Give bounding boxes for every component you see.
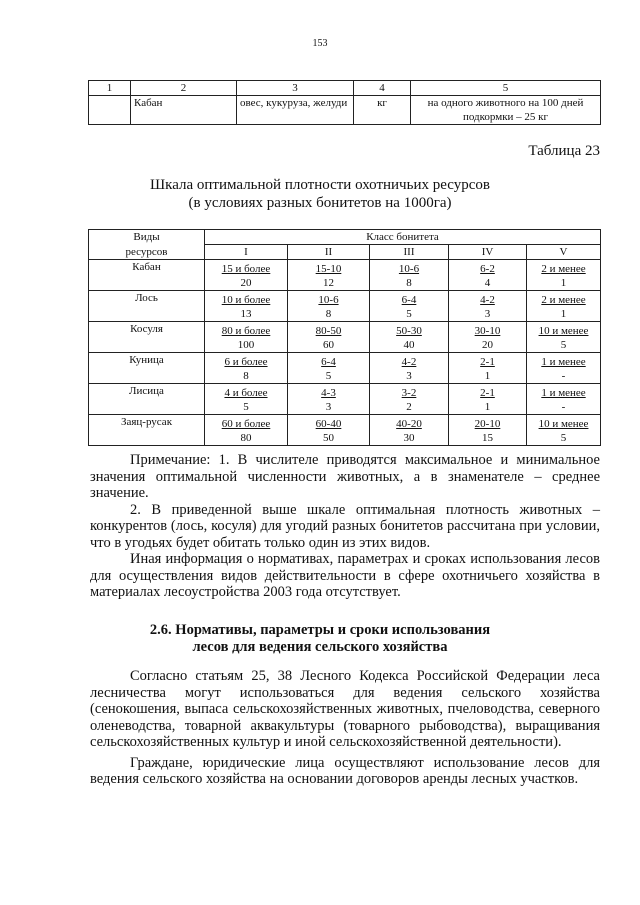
- density-cell-average: 12: [288, 276, 370, 291]
- top-table-fragment: [88, 80, 601, 125]
- resource-name: Лось: [89, 291, 205, 322]
- density-range-value: 6-2: [480, 263, 495, 275]
- density-cell-average: 13: [205, 307, 288, 322]
- density-range-value: 15-10: [315, 263, 342, 275]
- density-range-value: 60-40: [315, 418, 342, 430]
- density-cell-average: 2: [370, 400, 449, 415]
- density-range-value: 6-4: [321, 356, 336, 368]
- density-cell-average: 5: [527, 338, 601, 353]
- density-cell-average: 15: [449, 431, 527, 446]
- density-cell-range: [527, 322, 601, 339]
- density-cell-range: [288, 322, 370, 339]
- density-cell-average: 5: [288, 369, 370, 384]
- density-range-value: 2-1: [480, 356, 495, 368]
- top-table-unit: кг: [354, 96, 411, 125]
- density-cell-range: [205, 353, 288, 370]
- density-cell-range: [370, 291, 449, 308]
- density-cell-range: [527, 291, 601, 308]
- density-cell-average: 8: [205, 369, 288, 384]
- section-body: [90, 668, 600, 792]
- density-row: [89, 260, 601, 277]
- density-cell-average: 4: [449, 276, 527, 291]
- density-cell-average: 3: [288, 400, 370, 415]
- density-cell-average: 20: [205, 276, 288, 291]
- density-range-value: 15 и более: [221, 263, 271, 275]
- density-range-value: 10-6: [398, 263, 420, 275]
- density-row: [89, 291, 601, 308]
- class-header-III: III: [370, 245, 449, 260]
- density-range-value: 4-2: [480, 294, 495, 306]
- density-range-value: 40-20: [396, 418, 422, 430]
- note-2: 2. В приведенной выше шкале оптимальная плотность животных – конкурентов (лось, косуля) для угодий разных бонитетов рассчитана при условии, что в угодьях будет обитать только один из этих видов.: [90, 501, 600, 551]
- resource-name: Кабан: [89, 260, 205, 291]
- note-paragraph: Иная информация о нормативах, параметрах и сроках использования лесов для осуществления видов действительности в сфере охотничьего хозяйства в материалах лесоустройства 2003 года отсутствует.: [90, 551, 600, 600]
- density-row: [89, 384, 601, 401]
- density-range-value: 10-6: [318, 294, 339, 306]
- density-cell-range: [527, 260, 601, 277]
- density-range-value: 6-4: [401, 294, 417, 306]
- top-table-header-row: [89, 81, 601, 96]
- table-title-line-1: Шкала оптимальной плотности охотничьих ресурсов: [150, 177, 490, 193]
- density-range-value: 60 и более: [221, 418, 271, 430]
- density-cell-average: 1: [527, 307, 601, 322]
- density-range-value: 10 и менее: [538, 418, 589, 430]
- density-cell-average: 1: [449, 400, 527, 415]
- density-cell-range: [527, 353, 601, 370]
- density-cell-average: -: [527, 400, 601, 415]
- density-cell-range: [449, 415, 527, 432]
- density-range-value: 30-10: [474, 325, 501, 337]
- density-cell-average: 40: [370, 338, 449, 353]
- resource-header-line-1: Виды: [89, 230, 205, 245]
- density-cell-range: [205, 260, 288, 277]
- density-range-value: 80 и более: [221, 325, 271, 337]
- class-header-II: II: [288, 245, 370, 260]
- density-cell-average: 100: [205, 338, 288, 353]
- table-number: Таблица 23: [528, 143, 600, 159]
- density-cell-range: [288, 291, 370, 308]
- top-table-col-2: 2: [131, 81, 237, 96]
- top-table-col-4: 4: [354, 81, 411, 96]
- table-title-line-2: (в условиях разных бонитетов на 1000га): [188, 195, 452, 211]
- density-cell-range: [370, 260, 449, 277]
- class-header-V: V: [527, 245, 601, 260]
- density-cell-average: 50: [288, 431, 370, 446]
- density-cell-range: [205, 415, 288, 432]
- density-cell-average: -: [527, 369, 601, 384]
- density-row: [89, 322, 601, 339]
- top-table-norm: на одного животного на 100 дней подкормки – 25 кг: [411, 96, 601, 125]
- density-cell-range: [449, 353, 527, 370]
- density-range-value: 10 и более: [221, 294, 271, 306]
- density-scale-table: [88, 229, 601, 446]
- density-range-value: 4 и более: [224, 387, 268, 399]
- density-header-row-1: [89, 230, 601, 245]
- density-cell-range: [449, 322, 527, 339]
- page-number: 153: [312, 38, 328, 49]
- top-table-empty-cell: [89, 96, 131, 125]
- density-cell-average: 5: [370, 307, 449, 322]
- density-range-value: 50-30: [396, 325, 422, 337]
- density-range-value: 2 и менее: [541, 294, 586, 306]
- density-cell-average: 1: [449, 369, 527, 384]
- section-heading: [0, 622, 640, 656]
- density-cell-average: 80: [205, 431, 288, 446]
- density-cell-average: 20: [449, 338, 527, 353]
- density-range-value: 80-50: [315, 325, 342, 337]
- note-1: Примечание: 1. В числителе приводятся максимальное и минимальное значения оптимальной численности животных, а в знаменателе – среднее значение.: [90, 452, 600, 501]
- density-range-value: 6 и более: [224, 356, 268, 368]
- top-table-row: [89, 96, 601, 125]
- resource-name: Заяц-русак: [89, 415, 205, 446]
- density-range-value: 20-10: [474, 418, 501, 430]
- density-cell-average: 1: [527, 276, 601, 291]
- density-cell-range: [288, 260, 370, 277]
- top-table-col-3: 3: [237, 81, 354, 96]
- density-range-value: 2-1: [480, 387, 495, 399]
- resource-name: Косуля: [89, 322, 205, 353]
- notes-block: [90, 452, 600, 601]
- density-cell-average: 5: [527, 431, 601, 446]
- density-cell-range: [527, 384, 601, 401]
- density-range-value: 1 и менее: [541, 387, 586, 399]
- resource-name: Лисица: [89, 384, 205, 415]
- density-cell-range: [288, 415, 370, 432]
- density-row: [89, 353, 601, 370]
- top-table-col-1: 1: [89, 81, 131, 96]
- density-cell-average: 60: [288, 338, 370, 353]
- density-header-row-2: [89, 245, 601, 260]
- density-cell-average: 3: [370, 369, 449, 384]
- density-cell-range: [205, 384, 288, 401]
- section-heading-line-1: 2.6. Нормативы, параметры и сроки использования: [149, 622, 491, 638]
- density-cell-range: [205, 322, 288, 339]
- density-cell-range: [449, 260, 527, 277]
- density-cell-range: [370, 384, 449, 401]
- density-cell-average: 8: [288, 307, 370, 322]
- density-cell-range: [449, 384, 527, 401]
- top-table-col-5: 5: [411, 81, 601, 96]
- density-range-value: 1 и менее: [541, 356, 586, 368]
- top-table-resource: Кабан: [131, 96, 237, 125]
- density-cell-range: [527, 415, 601, 432]
- density-cell-average: 5: [205, 400, 288, 415]
- density-cell-average: 8: [370, 276, 449, 291]
- density-cell-average: 30: [370, 431, 449, 446]
- section-heading-line-2: лесов для ведения сельского хозяйства: [192, 639, 448, 655]
- density-range-value: 4-2: [401, 356, 417, 368]
- density-cell-range: [449, 291, 527, 308]
- density-row: [89, 415, 601, 432]
- class-header-IV: IV: [449, 245, 527, 260]
- section-paragraph-1: Согласно статьям 25, 38 Лесного Кодекса Российской Федерации леса лесничества могут использоваться для ведения сельского хозяйства (сенокошения, выпаса сельскохозяйственных животных, пчеловодства, северного оленеводства, товарной аквакультуры (товарного рыбоводства), выращивания сельскохозяйственных культур и иной сельскохозяйственной деятельности).: [90, 668, 600, 750]
- density-cell-range: [205, 291, 288, 308]
- density-range-value: 2 и менее: [541, 263, 586, 275]
- top-table-feed: овес, кукуруза, желуди: [237, 96, 354, 125]
- density-cell-range: [288, 353, 370, 370]
- table-title: [0, 176, 640, 212]
- density-range-value: 10 и менее: [538, 325, 589, 337]
- density-range-value: 3-2: [401, 387, 417, 399]
- density-cell-range: [370, 415, 449, 432]
- resource-name: Куница: [89, 353, 205, 384]
- resource-header-line-2: ресурсов: [89, 245, 205, 260]
- class-header-I: I: [205, 245, 288, 260]
- class-header: Класс бонитета: [205, 230, 601, 245]
- density-cell-average: 3: [449, 307, 527, 322]
- density-cell-range: [370, 322, 449, 339]
- section-paragraph-2: Граждане, юридические лица осуществляют использование лесов для ведения сельского хозяйства на основании договоров аренды лесных участков.: [90, 754, 600, 787]
- density-range-value: 4-3: [321, 387, 336, 399]
- density-cell-range: [288, 384, 370, 401]
- density-cell-range: [370, 353, 449, 370]
- density-table-body: [89, 230, 601, 446]
